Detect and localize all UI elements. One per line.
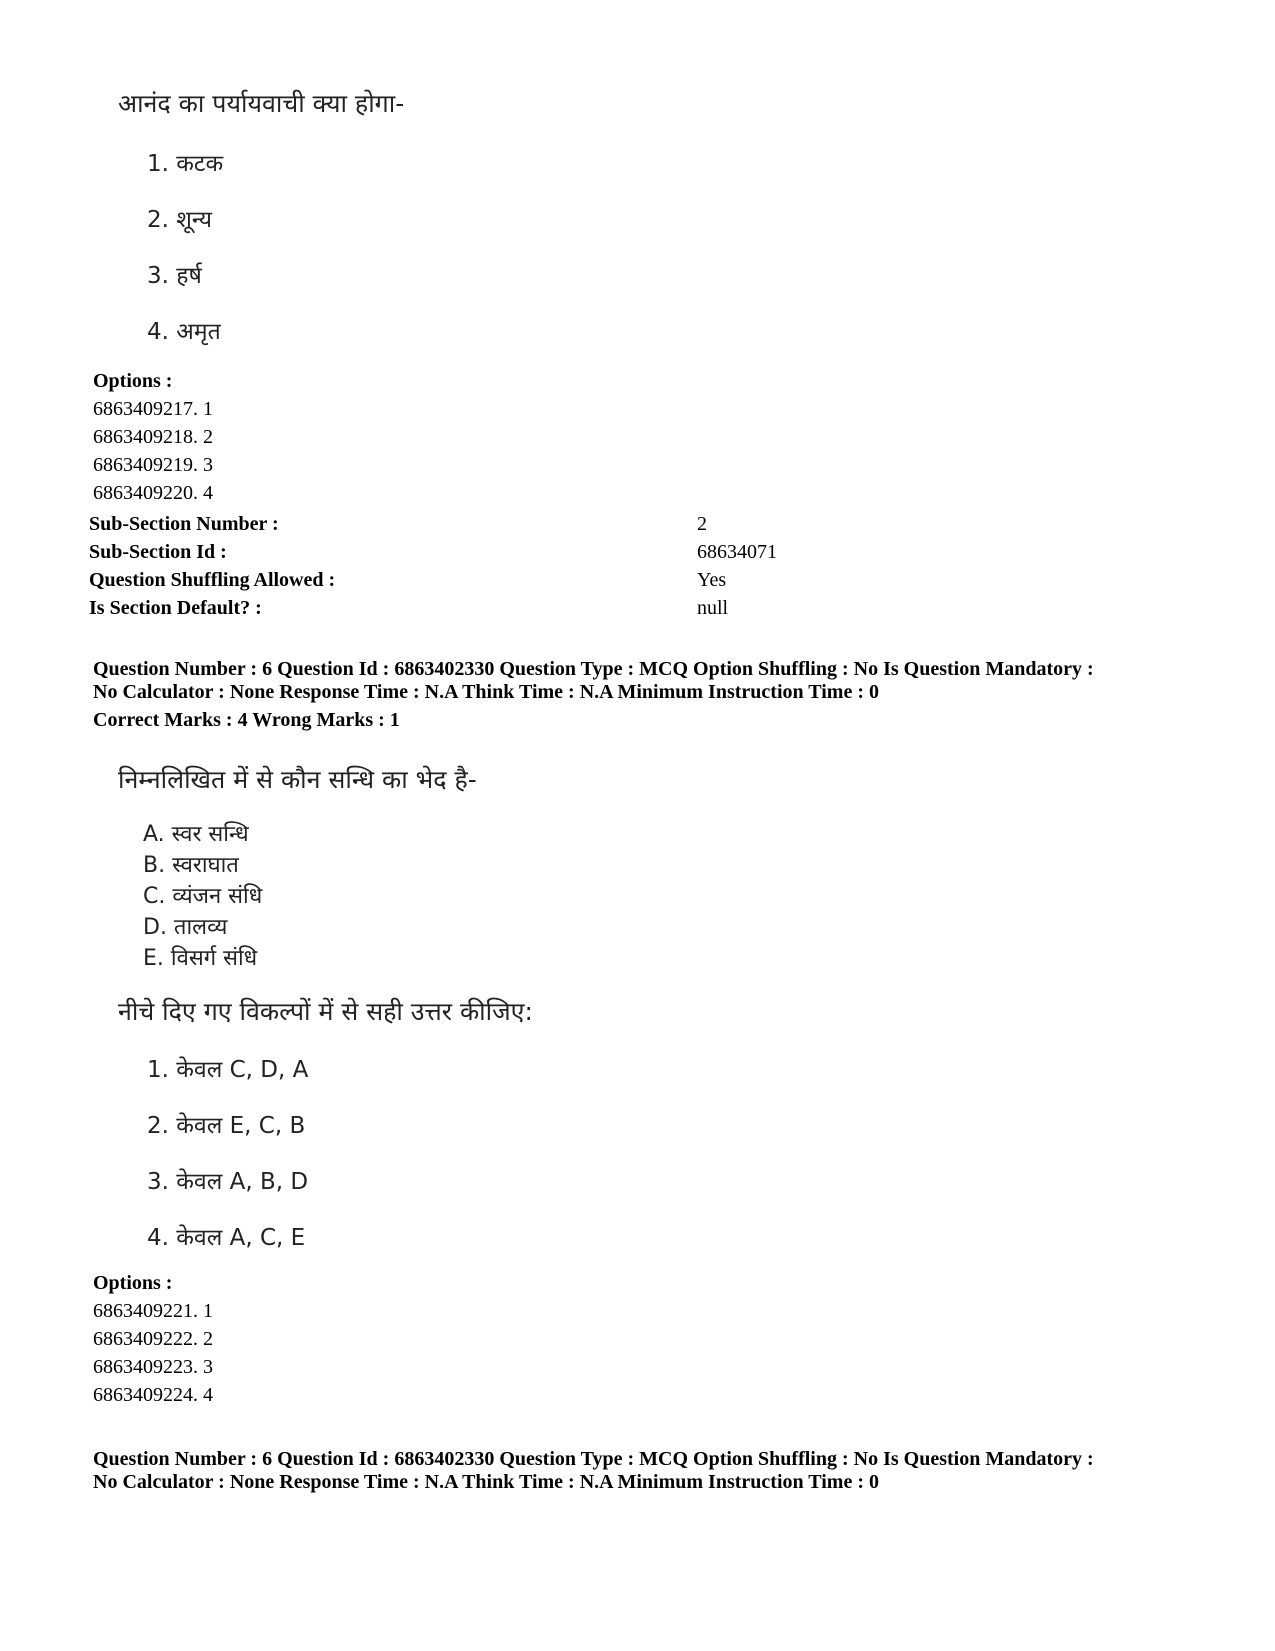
question-shuffling-label: Question Shuffling Allowed : xyxy=(89,569,336,591)
section-default-value: null xyxy=(697,597,729,619)
question-1-choice-2: 2. शून्य xyxy=(147,207,213,233)
subsection-number-value: 2 xyxy=(697,513,707,535)
question-2-option-id-3: 6863409223. 3 xyxy=(93,1356,213,1378)
question-2-stem: निम्नलिखित में से कौन सन्धि का भेद है- xyxy=(118,765,477,794)
question-2-choice-1: 1. केवल C, D, A xyxy=(147,1057,309,1083)
question-2-marks: Correct Marks : 4 Wrong Marks : 1 xyxy=(93,709,400,731)
question-3-meta-line-1: Question Number : 6 Question Id : 6863402330 Question Type : MCQ Option Shuffling : No Is Question Mandatory : xyxy=(93,1448,1094,1470)
question-2-meta-line-2: No Calculator : None Response Time : N.A Think Time : N.A Minimum Instruction Time : 0 xyxy=(93,681,879,703)
subsection-number-label: Sub-Section Number : xyxy=(89,513,279,535)
question-2-sub-item-b: B. स्वराघात xyxy=(143,853,239,878)
question-2-options-label: Options : xyxy=(93,1272,173,1294)
question-2-choice-2: 2. केवल E, C, B xyxy=(147,1113,306,1139)
question-2-sub-item-c: C. व्यंजन संधि xyxy=(143,884,263,909)
question-1-choice-1: 1. कटक xyxy=(147,151,224,177)
question-2-option-id-4: 6863409224. 4 xyxy=(93,1384,213,1406)
question-1-choice-4: 4. अमृत xyxy=(147,319,221,345)
question-1-choice-3: 3. हर्ष xyxy=(147,263,202,289)
question-2-choice-3: 3. केवल A, B, D xyxy=(147,1169,309,1195)
question-1-option-id-3: 6863409219. 3 xyxy=(93,454,213,476)
subsection-id-label: Sub-Section Id : xyxy=(89,541,227,563)
question-1-stem: आनंद का पर्यायवाची क्या होगा- xyxy=(118,89,405,118)
section-default-label: Is Section Default? : xyxy=(89,597,262,619)
question-2-sub-item-d: D. तालव्य xyxy=(143,915,228,940)
question-2-option-id-1: 6863409221. 1 xyxy=(93,1300,213,1322)
question-1-options-label: Options : xyxy=(93,370,173,392)
question-2-sub-item-e: E. विसर्ग संधि xyxy=(143,946,258,971)
question-3-meta-line-2: No Calculator : None Response Time : N.A Think Time : N.A Minimum Instruction Time : 0 xyxy=(93,1471,879,1493)
question-1-option-id-2: 6863409218. 2 xyxy=(93,426,213,448)
question-2-option-id-2: 6863409222. 2 xyxy=(93,1328,213,1350)
subsection-id-value: 68634071 xyxy=(697,541,777,563)
question-2-instruction: नीचे दिए गए विकल्पों में से सही उत्तर कीजिए: xyxy=(118,997,533,1026)
question-2-meta-line-1: Question Number : 6 Question Id : 6863402330 Question Type : MCQ Option Shuffling : No Is Question Mandatory : xyxy=(93,658,1094,680)
question-1-option-id-4: 6863409220. 4 xyxy=(93,482,213,504)
question-1-option-id-1: 6863409217. 1 xyxy=(93,398,213,420)
question-2-choice-4: 4. केवल A, C, E xyxy=(147,1225,306,1251)
question-shuffling-value: Yes xyxy=(697,569,727,591)
question-2-sub-item-a: A. स्वर सन्धि xyxy=(143,822,249,847)
